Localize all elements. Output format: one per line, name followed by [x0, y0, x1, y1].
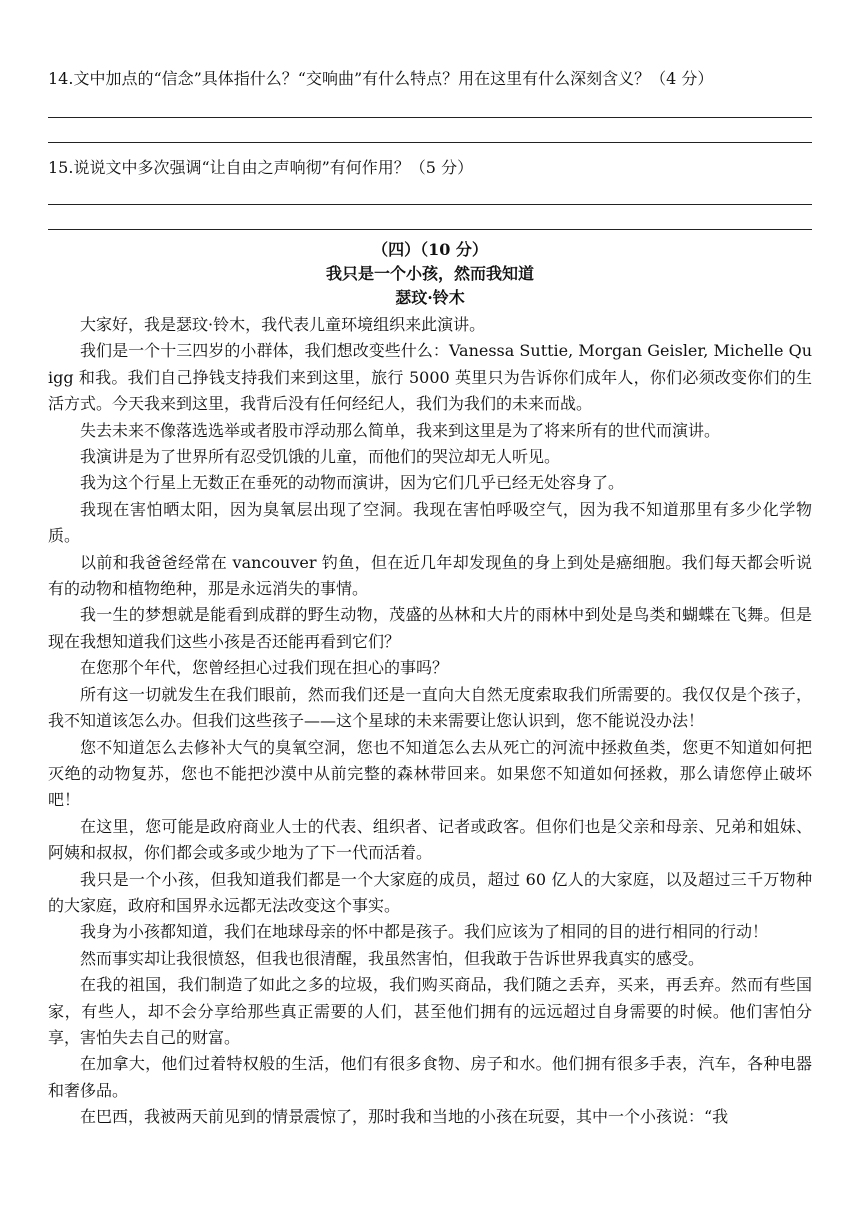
paragraph: 在加拿大，他们过着特权般的生活，他们有很多食物、房子和水。他们拥有很多手表，汽车，各种电器和奢侈品。: [48, 1054, 812, 1100]
paragraph: 所有这一切就发生在我们眼前，然而我们还是一直向大自然无度索取我们所需要的。我仅仅是个孩子，我不知道该怎么办。但我们这些孩子——这个星球的未来需要让您认识到，您不能说没办法！: [48, 684, 812, 731]
paragraph: 我只是一个小孩，但我知道我们都是一个大家庭的成员，超过 60 亿人的大家庭，以及超过三千万物种的大家庭，政府和国界永远都无法改变这个事实。: [48, 869, 812, 915]
paragraph: 在您那个年代，您曾经担心过我们现在担心的事吗？: [80, 658, 449, 678]
paragraph: 我一生的梦想就是能看到成群的野生动物，茂盛的丛林和大片的雨林中到处是鸟类和蝴蝶在飞舞。但是现在我想知道我们这些小孩是否还能再看到它们？: [48, 605, 812, 651]
paragraph: 您不知道怎么去修补大气的臭氧空洞，您也不知道怎么去从死亡的河流中拯救鱼类，您更不知道如何把灭绝的动物复苏，您也不能把沙漠中从前完整的森林带回来。如果您不知道如何拯救，那么请您停止破坏吧！: [48, 737, 812, 810]
paragraph: 我现在害怕晒太阳，因为臭氧层出现了空洞。我现在害怕呼吸空气，因为我不知道那里有多少化学物质。: [48, 499, 812, 546]
paragraph: 失去未来不像落选选举或者股市浮动那么简单，我来到这里是为了将来所有的世代而演讲。: [80, 420, 721, 440]
article-title: 我只是一个小孩，然而我知道: [325, 264, 534, 283]
question-14: 14.文中加点的“信念”具体指什么？“交响曲”有什么特点？用在这里有什么深刻含义？（4 分）: [48, 69, 714, 88]
paragraph: 我们是一个十三四岁的小群体，我们想改变些什么：Vanessa Suttie, Morgan Geisler, Michelle Quigg 和我。我们自己挣钱支持我们来到这里，旅行 5000 英里只为告诉你们成年人，你们必须改变你们的生活方式。今天我来到这里，我背后没有任何经纪人，我们为我们的未来而战。: [48, 341, 812, 414]
paragraph: 然而事实却让我很愤怒，但我也很清醒，我虽然害怕，但我敢于告诉世界我真实的感受。: [80, 948, 705, 968]
article-author: 瑟玟·铃木: [395, 288, 465, 307]
paragraph: 在巴西，我被两天前见到的情景震惊了，那时我和当地的小孩在玩耍，其中一个小孩说：“我: [80, 1107, 729, 1127]
paragraph: 在这里，您可能是政府商业人士的代表、组织者、记者或政客。但你们也是父亲和母亲、兄弟和姐妹、阿姨和叔叔，你们都会或多或少地为了下一代而活着。: [48, 816, 812, 863]
paragraph: 大家好，我是瑟玟·铃木，我代表儿童环境组织来此演讲。: [80, 315, 486, 334]
question-15: 15.说说文中多次强调“让自由之声响彻”有何作用？（5 分）: [48, 158, 474, 177]
document-page: [48, 68, 812, 1131]
article-body: [48, 312, 812, 1131]
section-heading: （四）（10 分）: [372, 240, 488, 259]
paragraph: 在我的祖国，我们制造了如此之多的垃圾，我们购买商品，我们随之丢弃，买来，再丢弃。然而有些国家，有些人，却不会分享给那些真正需要的人们，甚至他们拥有的远远超过自身需要的时候。他们害怕分享，害怕失去自己的财富。: [48, 975, 812, 1047]
paragraph: 以前和我爸爸经常在 vancouver 钓鱼，但在近几年却发现鱼的身上到处是癌细胞。我们每天都会听说有的动物和植物绝种，那是永远消失的事情。: [48, 552, 812, 599]
paragraph: 我身为小孩都知道，我们在地球母亲的怀中都是孩子。我们应该为了相同的目的进行相同的行动！: [80, 922, 769, 942]
paragraph: 我演讲是为了世界所有忍受饥饿的儿童，而他们的哭泣却无人听见。: [80, 447, 561, 467]
paragraph: 我为这个行星上无数正在垂死的动物而演讲，因为它们几乎已经无处容身了。: [80, 473, 625, 493]
